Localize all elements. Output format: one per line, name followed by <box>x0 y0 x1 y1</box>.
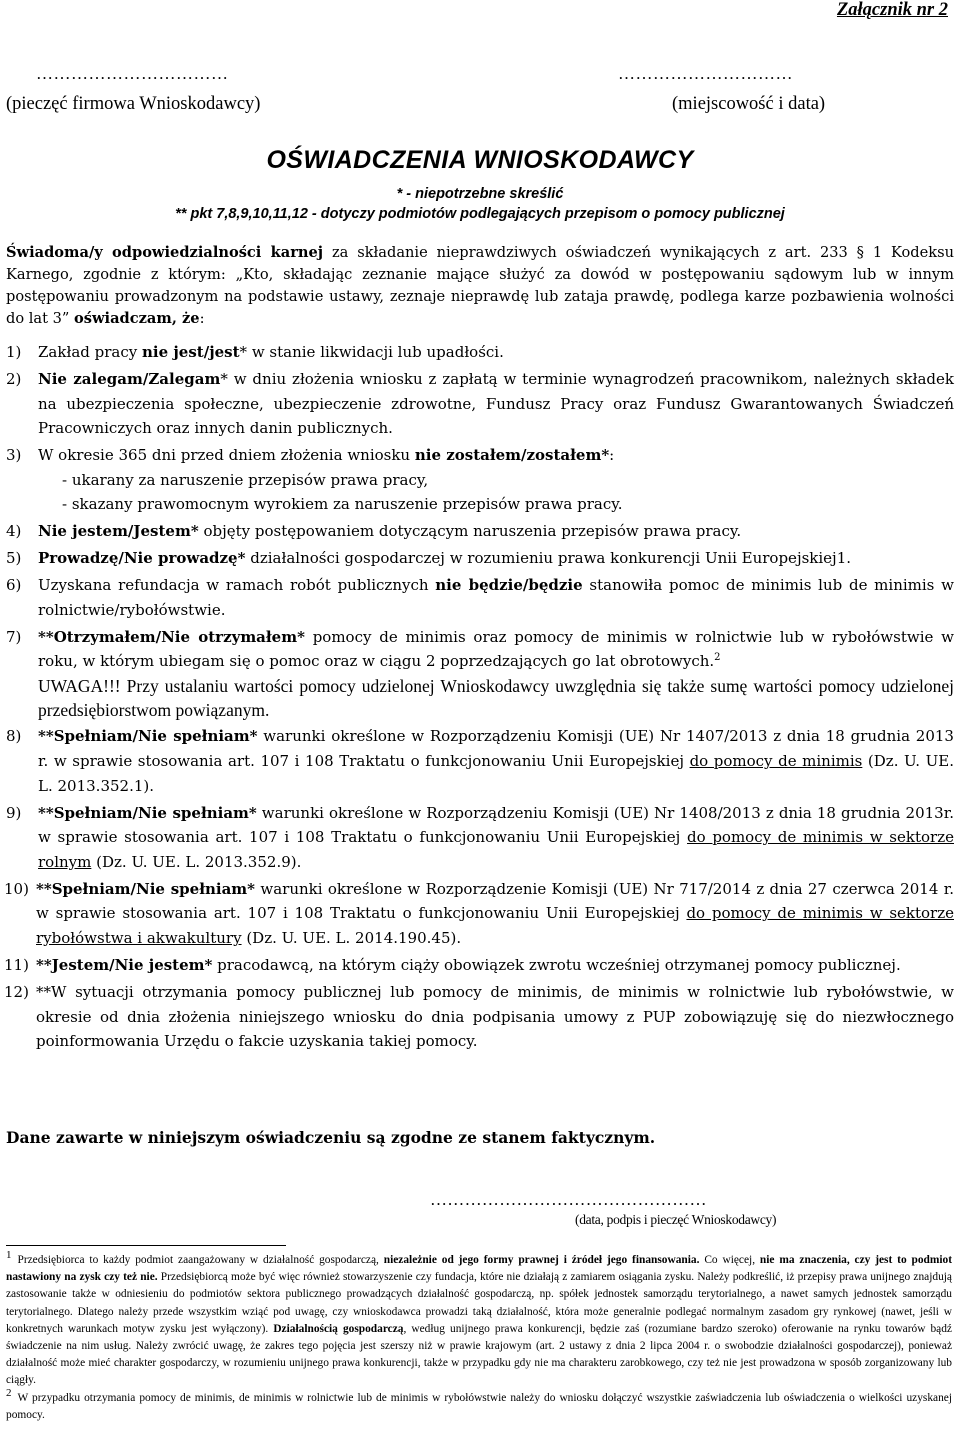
footnote-text-run: Przedsiębiorca to każdy podmiot zaangażowany w działalność gospodarczą, <box>17 1254 384 1266</box>
item-text-run: **Jestem/Nie jestem* <box>36 955 213 974</box>
footnote-mark: 2 <box>6 1386 12 1399</box>
declaration-item <box>6 546 954 571</box>
intro-paragraph <box>6 242 954 330</box>
item-text-run: nie będzie/będzie <box>435 576 583 595</box>
place-date-dots: ………………………… <box>618 64 793 83</box>
item-text-run: działalności gospodarczej w rozumieniu prawa konkurencji Unii Europejskiej1. <box>245 549 852 568</box>
item-text-run: do pomocy de minimis w sektorze rolnym <box>38 828 954 871</box>
footnote-mark: 1 <box>6 1249 12 1262</box>
item-text-run: stanowiła pomoc de minimis lub de minimis w rolnictwie/rybołówstwie. <box>38 576 954 619</box>
item-number: 10) <box>4 879 29 898</box>
item-text-run: (Dz. U. UE. L. 2013.352.9). <box>91 852 302 871</box>
item-number: 12) <box>4 982 29 1001</box>
item-text <box>38 519 954 544</box>
footnote-ref: 2 <box>714 652 721 664</box>
item-number: 11) <box>4 955 29 974</box>
item-text <box>38 573 954 622</box>
item-text-run: Zakład pracy <box>38 343 142 361</box>
footnotes <box>6 1249 953 1424</box>
footnote-text-run: Co więcej, <box>699 1254 760 1266</box>
stamp-dots: …………………………… <box>36 64 229 83</box>
item-text <box>36 980 954 1054</box>
footnote-divider <box>6 1245 286 1246</box>
declaration-item <box>6 443 954 517</box>
item-text <box>38 443 954 517</box>
item-number: 4) <box>6 522 22 541</box>
signature-caption: (data, podpis i pieczęć Wnioskodawcy) <box>575 1212 777 1227</box>
item-subpoint: - ukarany za naruszenie przepisów prawa pracy, <box>62 470 429 489</box>
declaration-item <box>6 573 954 622</box>
footnote <box>6 1386 952 1424</box>
signature-dots: ………………………………………… <box>430 1190 707 1209</box>
item-text-run: warunki określone w Rozporządzeniu Komisji (UE) Nr 1407/2013 z dnia 18 grudnia 2013 r. w sprawie stosowania art. 107 i 108 Traktatu o funkcjonowaniu Unii Europejskiej <box>38 727 954 771</box>
item-text <box>38 724 954 798</box>
item-text <box>38 546 954 571</box>
footnote-text-run: Działalnością gospodarczą <box>273 1322 404 1335</box>
item-number: 9) <box>6 803 22 822</box>
item-text-run: objęty postępowaniem dotyczącym naruszenia przepisów prawa pracy. <box>198 522 742 541</box>
note-strike-out: * - niepotrzebne skreślić <box>396 186 564 202</box>
intro-bold-lead: Świadoma/y odpowiedzialności karnej <box>6 244 324 261</box>
item-text-run: warunki określone w Rozporządzeniu Komisji (UE) Nr 1408/2013 z dnia 18 grudnia 2013r. w sprawie stosowania art. 107 i 108 Traktatu o funkcjonowaniu Unii Europejskiej <box>38 803 954 847</box>
declaration-item <box>6 367 954 441</box>
item-number: 8) <box>6 727 22 746</box>
item-text-run: * w stanie likwidacji lub upadłości. <box>239 343 504 361</box>
item-text-run: Uzyskana refundacja w ramach robót publicznych <box>38 576 436 595</box>
intro-text: za składanie nieprawdziwych oświadczeń wynikających z art. 233 § 1 Kodeksu Karnego, zgodnie z którym: „Kto, składając zeznanie mające służyć za dowód w postępowaniu sądowym lub w innym postępowaniu prowadzonym na podstawie ustawy, zeznaje nieprawdę lub zataja prawdę, podlega karze pozbawienia wolności do lat 3” <box>6 244 954 327</box>
intro-bold-tail: oświadczam, że <box>74 310 200 327</box>
item-text <box>36 877 954 951</box>
document-title: OŚWIADCZENIA WNIOSKODAWCY <box>266 146 694 174</box>
footnote-text-run: nie ma znaczenia, czy jest to podmiot nastawiony na zysk czy też nie. <box>6 1254 953 1284</box>
item-text <box>38 625 954 722</box>
declaration-item <box>6 801 954 875</box>
item-text-run: : <box>609 446 615 465</box>
item-text-run: **Spełniam/Nie spełniam* <box>38 803 257 822</box>
note-public-aid: ** pkt 7,8,9,10,11,12 - dotyczy podmiotów podlegających przepisom o pomocy publicznej <box>175 206 785 222</box>
declaration-item <box>6 980 954 1054</box>
declaration-item <box>6 340 954 365</box>
declaration-item <box>6 724 954 798</box>
item-text-run: Nie zalegam/Zalegam <box>38 369 221 388</box>
item-text <box>38 801 954 875</box>
item-text-run: **Otrzymałem/Nie otrzymałem* <box>38 627 305 646</box>
item-text-run: (Dz. U. UE. L. 2013.352.1). <box>38 752 954 795</box>
item-text-run: warunki określone w Rozporządzenie Komisji (UE) Nr 717/2014 z dnia 27 czerwca 2014 r. w sprawie stosowania art. 107 i 108 Traktatu o funkcjonowaniu Unii Europejskiej <box>36 879 954 923</box>
item-text <box>38 340 954 365</box>
item-number: 6) <box>6 576 22 595</box>
final-statement: Dane zawarte w niniejszym oświadczeniu są zgodne ze stanem faktycznym. <box>6 1128 656 1147</box>
item-number: 7) <box>6 627 22 646</box>
item-text-run: nie jest/jest <box>142 343 240 361</box>
item-text-run: **W sytuacji otrzymania pomocy publicznej lub pomocy de minimis, de minimis w rolnictwie lub rybołówstwie, w okresie od dnia złożenia niniejszego wniosku do dnia podpisania umowy z PUP zobowiązuję się do niezwłocznego poinformowania Urzędu o fakcie uzyskania takiej pomocy. <box>36 982 954 1051</box>
declarations-list <box>6 340 954 1056</box>
attachment-label: Załącznik nr 2 <box>836 0 948 20</box>
item-text-run: pomocy de minimis oraz pomocy de minimis w rolnictwie lub w rybołówstwie w roku, w którym ubiegam się o pomoc oraz w ciągu 2 poprzedzających go lat obrotowych. <box>38 627 954 671</box>
footnote-text-run: , według unijnego prawa konkurencji, będzie zaś (rozumiane bardzo szeroko) oferowanie na rynku towarów bądź świadczenie na nim usług. Należy zwrócić uwagę, że zakres tego pojęcia jest szerszy niż w prawie krajowym (art. 2 ustawy z dnia 2 lipca 2004 r. o swobodzie działalności gospodarczej), ponieważ działalność może mieć charakter gospodarczy, w rozumieniu unijnego prawa konkurencji, także w przypadku gdy nie ma charakteru zarobkowego, czy też nie jest prowadzona w sposób zorganizowany lub ciągły. <box>6 1322 952 1387</box>
item-text-run: do pomocy de minimis <box>689 752 863 771</box>
stamp-caption: (pieczęć firmowa Wnioskodawcy) <box>6 94 261 114</box>
item-text-run: Prowadzę/Nie prowadzę* <box>38 549 246 568</box>
item-text <box>38 367 954 441</box>
footnote-text-run: niezależnie od jego formy prawnej i źródeł jego finansowania. <box>383 1254 700 1266</box>
declaration-item <box>6 519 954 544</box>
item-number: 2) <box>6 369 22 388</box>
footnote <box>6 1249 953 1390</box>
item-number: 1) <box>6 343 22 361</box>
item-text-run: **Spełniam/Nie spełniam* <box>38 727 258 746</box>
item-text-run: * w dniu złożenia wniosku z zapłatą w terminie wynagrodzeń pracownikom, należnych składek na ubezpieczenia społeczne, ubezpieczenie zdrowotne, Fundusz Pracy oraz Fundusz Gwarantowanych Świadczeń Pracowniczych oraz innych danin publicznych. <box>38 369 954 438</box>
item-subpoint: - skazany prawomocnym wyrokiem za naruszenie przepisów prawa pracy. <box>62 495 623 514</box>
item-number: 3) <box>6 446 22 465</box>
item-text-run: Nie jestem/Jestem* <box>38 522 199 541</box>
footnote-text-run: W przypadku otrzymania pomocy de minimis, de minimis w rolnictwie lub de minimis w rybołówstwie należy do wniosku dołączyć wszystkie zaświadczenia lub oświadczenia o wielkości uzyskanej pomocy. <box>6 1391 952 1421</box>
item-text-run: W okresie 365 dni przed dniem złożenia wniosku <box>38 446 415 465</box>
declaration-item <box>6 877 954 951</box>
declaration-item <box>6 625 954 722</box>
intro-colon: : <box>199 310 205 327</box>
item-text-run: nie zostałem/zostałem* <box>414 446 610 465</box>
item-text-run: (Dz. U. UE. L. 2014.190.45). <box>241 928 462 947</box>
item-text-run: pracodawcą, na którym ciąży obowiązek zwrotu wcześniej otrzymanej pomocy publicznej. <box>212 955 901 974</box>
footnote-text-run: Przedsiębiorcą może być więc również stowarzyszenie czy fundacja, które nie działają z zamiarem osiągania zysku. Należy podkreślić, iż przepisy prawa unijnego znajdują zastosowanie także w odniesieniu do podmiotów sektora publicznego prowadzących działalność gospodarczą, np. spółek jednostek samorządu terytorialnego, a nawet samych jednostek samorządu terytorialnego. Dlatego należy przede wszystkim wziąć pod uwagę, czy wnioskodawca prowadzi taką działalność, która może generalnie podlegać normalnym zasadom gry rynkowej (nawet, jeśli w konkretnych warunkach motyw zysku jest wyłączony). <box>6 1271 952 1335</box>
place-date-caption: (miejscowość i data) <box>672 94 826 114</box>
declaration-item <box>6 953 954 978</box>
item-text-run: **Spełniam/Nie spełniam* <box>36 879 256 898</box>
warning-note: UWAGA!!! Przy ustalaniu wartości pomocy udzielonej Wnioskodawcy uwzględnia się także sumę wartości pomocy udzielonej przedsiębiorstwom powiązanym. <box>38 676 954 721</box>
item-number: 5) <box>6 549 22 568</box>
item-text-run: do pomocy de minimis w sektorze rybołówstwa i akwakultury <box>36 904 954 947</box>
item-text <box>36 953 954 978</box>
